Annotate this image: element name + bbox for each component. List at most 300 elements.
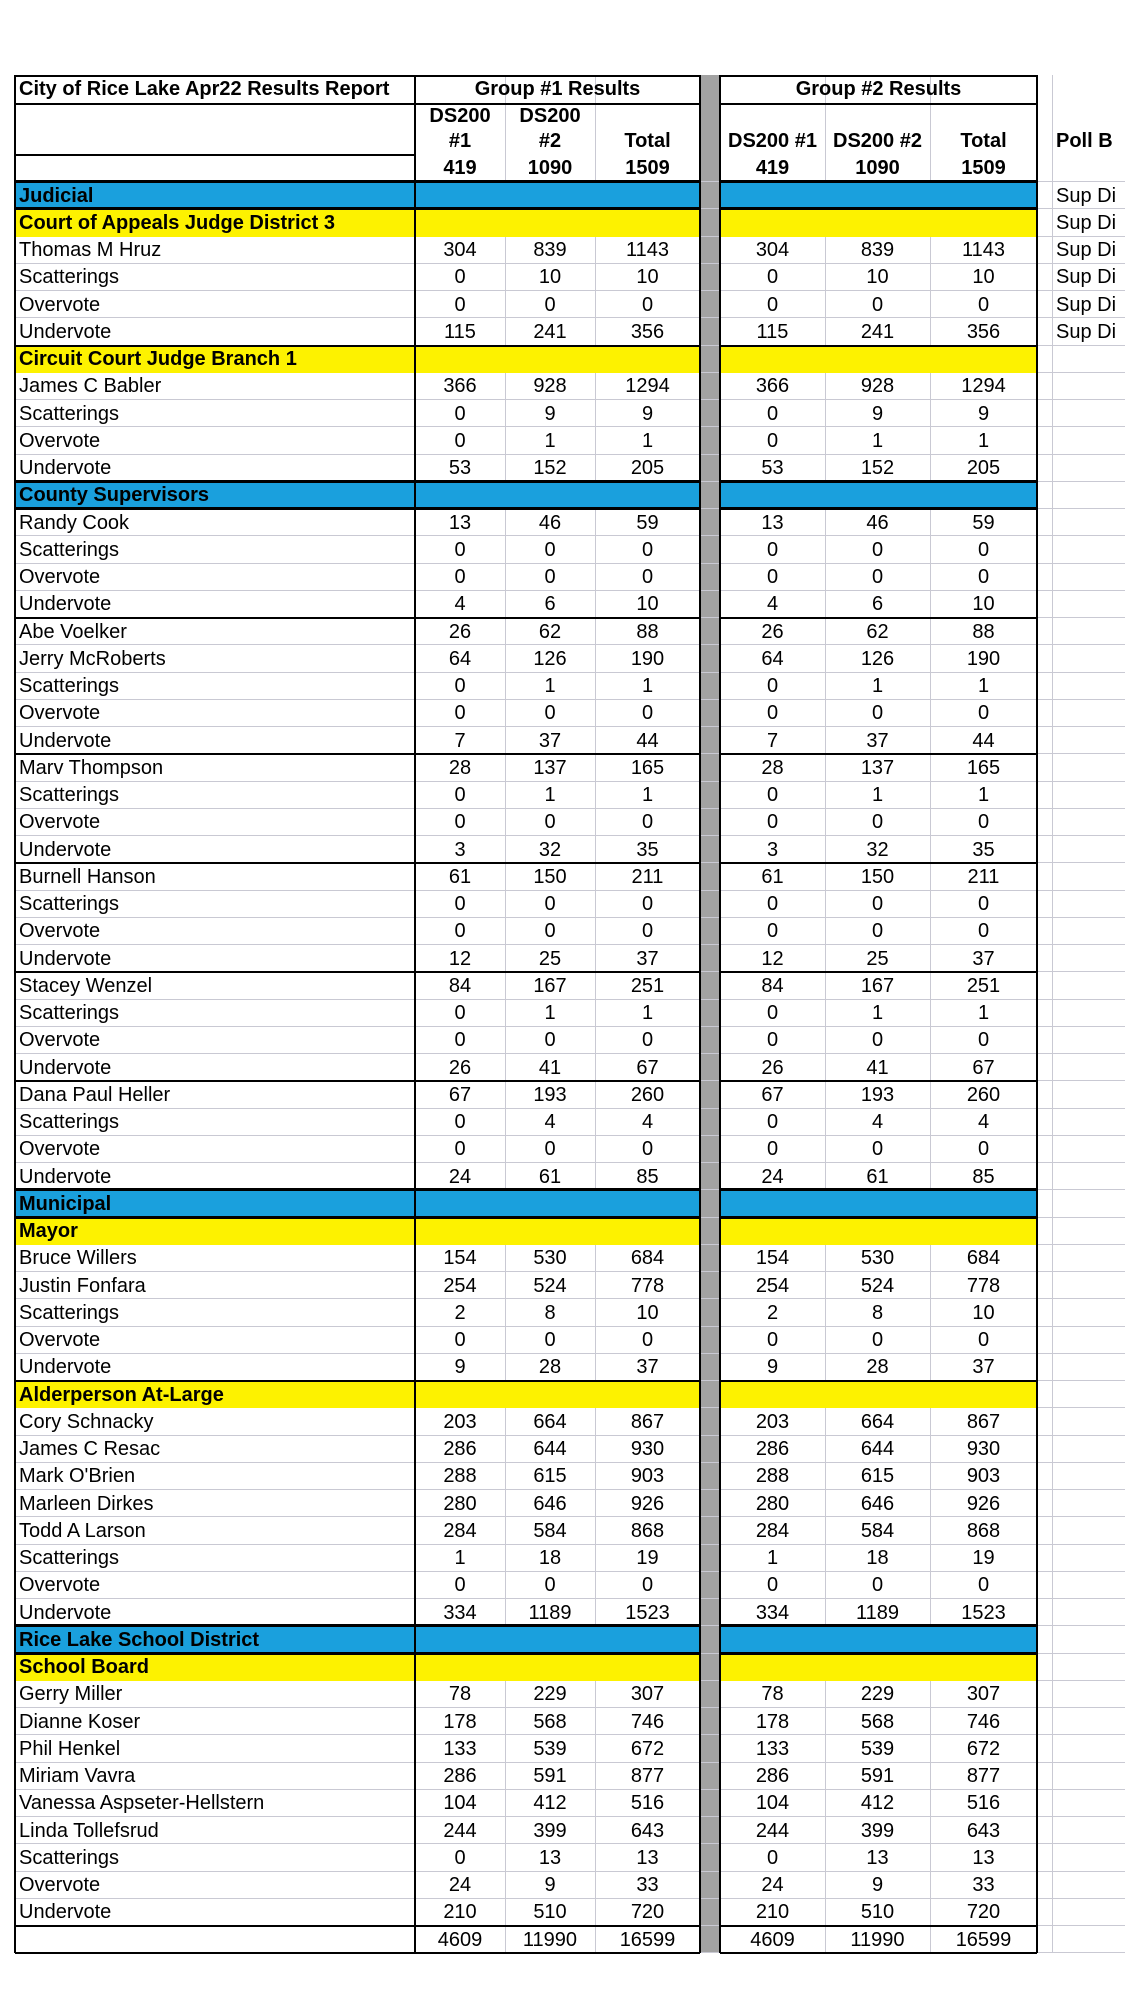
group2-total-value: 0 xyxy=(977,538,990,561)
border xyxy=(15,207,700,210)
row-label: Overvote xyxy=(19,566,101,589)
group1-ds200-2-value: 241 xyxy=(533,320,567,343)
group2-ds200-2-value: 1 xyxy=(871,429,884,452)
group2-total-value: 684 xyxy=(966,1247,1001,1270)
group1-ds200-1-value: 4609 xyxy=(437,1928,483,1951)
row-label: Abe Voelker xyxy=(19,620,127,643)
group1-total-value: 4 xyxy=(641,1111,654,1134)
group1-ds200-2-value: 62 xyxy=(538,620,562,643)
group1-ds200-2-value: 37 xyxy=(538,729,562,752)
group2-total-value: 930 xyxy=(966,1438,1001,1461)
group1-ds200-1-value: 0 xyxy=(454,1002,466,1025)
race-heading: Alderperson At-Large xyxy=(19,1383,224,1406)
group1-ds200-1-value: 2 xyxy=(454,1301,466,1324)
group2-ds200-2-value: 41 xyxy=(866,1056,889,1079)
group1-ds200-2-value: 0 xyxy=(544,1029,556,1052)
row-label: Dianne Koser xyxy=(19,1710,141,1733)
group1-ds200-2-value: 0 xyxy=(544,893,556,916)
group-separator xyxy=(700,75,720,1953)
border xyxy=(720,75,1037,77)
group1-total-value: 37 xyxy=(636,1356,659,1379)
group1-total-value: 205 xyxy=(630,457,665,480)
border xyxy=(720,1652,1037,1655)
group2-ds200-2-value: 1 xyxy=(871,1002,884,1025)
group1-total-value: 44 xyxy=(636,729,659,752)
group1-total-value: 1294 xyxy=(625,375,670,398)
group1-total-value: 1 xyxy=(641,675,654,698)
group1-ds200-1-value: 67 xyxy=(448,1083,472,1106)
col-g1-ds200-2-line2: #2 xyxy=(538,130,562,152)
section-band-right xyxy=(720,1626,1037,1653)
group1-ds200-1-value: 115 xyxy=(444,320,476,343)
group2-total-value: 260 xyxy=(966,1083,1001,1106)
race-heading: Circuit Court Judge Branch 1 xyxy=(19,348,297,371)
group1-ds200-1-value: 254 xyxy=(443,1274,477,1297)
border xyxy=(699,75,701,1953)
group2-total-value: 926 xyxy=(966,1492,1001,1515)
border xyxy=(15,1925,700,1927)
group1-total-value: 10 xyxy=(636,593,659,616)
group2-ds200-1-value: 104 xyxy=(755,1792,790,1815)
border xyxy=(15,753,700,755)
group2-ds200-2-value: 664 xyxy=(860,1410,895,1433)
group2-ds200-2-value: 46 xyxy=(866,511,889,534)
group2-total-value: 1 xyxy=(977,429,990,452)
row-label: Scatterings xyxy=(19,1547,120,1570)
group2-ds200-2-value: 152 xyxy=(860,457,895,480)
group1-ds200-1-value: 286 xyxy=(443,1438,477,1461)
group2-ds200-1-value: 3 xyxy=(766,838,779,861)
group1-ds200-1-value: 203 xyxy=(443,1410,477,1433)
group2-ds200-1-value: 2 xyxy=(766,1301,779,1324)
group2-ds200-2-value: 615 xyxy=(860,1465,895,1488)
col-g1-ds200-1-line2: #1 xyxy=(448,130,472,152)
group2-ds200-1-value: 286 xyxy=(755,1765,790,1788)
group2-total-value: 205 xyxy=(966,457,1001,480)
group1-ds200-2-value: 150 xyxy=(533,865,567,888)
border xyxy=(414,75,416,1953)
group2-ds200-1-value: 0 xyxy=(766,1846,779,1869)
group1-ds200-1-value: 0 xyxy=(454,402,466,425)
group1-ds200-1-value: 26 xyxy=(448,1056,472,1079)
group2-ds200-2-value: 510 xyxy=(860,1901,895,1924)
border xyxy=(15,1652,700,1655)
group2-ds200-1-value: 0 xyxy=(766,293,779,316)
group2-ds200-1-value: 0 xyxy=(766,538,779,561)
group2-total-value: 1143 xyxy=(961,239,1005,262)
group1-total-value: 1523 xyxy=(625,1601,670,1624)
group1-total-value: 867 xyxy=(630,1410,665,1433)
group1-total-value: 0 xyxy=(641,893,654,916)
group2-ds200-2-value: 9 xyxy=(871,402,884,425)
group1-total-value: 307 xyxy=(630,1683,665,1706)
group2-ds200-1-value: 84 xyxy=(761,974,784,997)
group1-ds200-1-value: 0 xyxy=(454,1029,466,1052)
group1-ds200-1-value: 286 xyxy=(443,1765,477,1788)
group2-total-value: 59 xyxy=(972,511,995,534)
group1-ds200-2-value: 229 xyxy=(533,1683,567,1706)
group2-ds200-1-value: 203 xyxy=(755,1410,790,1433)
group1-ds200-1-value: 304 xyxy=(443,239,477,262)
group1-ds200-2-value: 25 xyxy=(538,947,562,970)
border xyxy=(720,1380,1037,1382)
group2-total-value: 10 xyxy=(972,1301,995,1324)
group2-ds200-1-value: 1 xyxy=(766,1547,779,1570)
group2-ds200-1-value: 178 xyxy=(755,1710,790,1733)
section-heading: Municipal xyxy=(19,1192,112,1215)
group2-ds200-1-value: 154 xyxy=(755,1247,790,1270)
group1-total-value: 10 xyxy=(636,1301,659,1324)
row-label: Stacey Wenzel xyxy=(19,974,153,997)
group2-title: Group #2 Results xyxy=(795,78,962,100)
group2-total-value: 0 xyxy=(977,893,990,916)
section-band-right xyxy=(720,182,1037,209)
group1-total-value: 672 xyxy=(630,1737,665,1760)
border xyxy=(15,1216,700,1219)
group2-ds200-1-value: 210 xyxy=(755,1901,790,1924)
border xyxy=(720,207,1037,210)
group2-total-value: 0 xyxy=(977,1138,990,1161)
border xyxy=(15,507,700,510)
group1-ds200-1-value: 0 xyxy=(454,675,466,698)
group2-total-value: 0 xyxy=(977,1329,990,1352)
group1-total-value: 1 xyxy=(641,1002,654,1025)
group1-ds200-1-value: 53 xyxy=(448,457,472,480)
row-label: Phil Henkel xyxy=(19,1737,121,1760)
group1-total-value: 0 xyxy=(641,538,654,561)
poll-cell: Sup Di xyxy=(1056,239,1117,262)
group1-ds200-1-value: 0 xyxy=(454,702,466,725)
row-label: Jerry McRoberts xyxy=(19,647,166,670)
group1-ds200-1-value: 0 xyxy=(454,266,466,289)
group1-total-value: 516 xyxy=(630,1792,665,1815)
group1-ds200-1-value: 154 xyxy=(443,1247,477,1270)
group2-ds200-2-value: 62 xyxy=(866,620,889,643)
border xyxy=(15,617,700,619)
group2-total-value: 88 xyxy=(972,620,995,643)
group1-total-value: 0 xyxy=(641,702,654,725)
group1-ds200-2-value: 539 xyxy=(533,1737,567,1760)
group1-ds200-2-value: 1 xyxy=(544,429,556,452)
group1-ds200-2-value: 61 xyxy=(538,1165,562,1188)
group1-ds200-1-value: 288 xyxy=(443,1465,477,1488)
group1-ds200-1-value: 26 xyxy=(448,620,472,643)
group2-ds200-2-value: 399 xyxy=(860,1819,895,1842)
group2-ds200-2-value: 0 xyxy=(871,566,884,589)
group2-ds200-1-value: 0 xyxy=(766,429,779,452)
group1-total-value: 356 xyxy=(630,320,665,343)
group1-total-value: 684 xyxy=(630,1247,665,1270)
group2-ds200-2-value: 1189 xyxy=(855,1601,899,1624)
group2-total-value: 356 xyxy=(966,320,1001,343)
group2-total-value: 19 xyxy=(972,1547,995,1570)
group1-total-value: 0 xyxy=(641,1329,654,1352)
group2-ds200-2-value: 1 xyxy=(871,784,884,807)
border xyxy=(720,480,1037,483)
border xyxy=(415,103,700,105)
group1-ds200-2-value: 0 xyxy=(544,1138,556,1161)
group2-total-value: 37 xyxy=(972,1356,995,1379)
group1-ds200-2-value: 568 xyxy=(533,1710,567,1733)
section-heading: County Supervisors xyxy=(19,484,210,507)
border xyxy=(720,1216,1037,1219)
border xyxy=(15,180,700,183)
group2-ds200-2-value: 6 xyxy=(871,593,884,616)
border xyxy=(15,1952,700,1954)
poll-cell: Sup Di xyxy=(1056,320,1117,343)
group2-ds200-2-value: 9 xyxy=(871,1874,884,1897)
group1-ds200-1-value: 178 xyxy=(443,1710,477,1733)
group1-ds200-2-value: 167 xyxy=(533,974,567,997)
row-label: Scatterings xyxy=(19,1301,120,1324)
group1-ds200-1-value: 280 xyxy=(443,1492,477,1515)
border xyxy=(720,617,1037,619)
border xyxy=(15,480,700,483)
poll-cell: Sup Di xyxy=(1056,293,1117,316)
group1-ds200-1-value: 24 xyxy=(448,1165,472,1188)
col-g2-ds200-1: DS200 #1 xyxy=(728,130,817,152)
section-band-right xyxy=(720,482,1037,509)
row-label: Overvote xyxy=(19,429,101,452)
race-heading: Court of Appeals Judge District 3 xyxy=(19,211,335,234)
group2-ds200-1-value: 366 xyxy=(755,375,790,398)
border xyxy=(15,154,415,156)
group1-ds200-2-value: 193 xyxy=(533,1083,567,1106)
group2-ds200-1-value: 4609 xyxy=(750,1928,795,1951)
row-label: Undervote xyxy=(19,729,112,752)
group2-ds200-2-value: 0 xyxy=(871,293,884,316)
group1-ds200-2-value: 10 xyxy=(538,266,562,289)
group1-ds200-2-value: 18 xyxy=(538,1547,562,1570)
border xyxy=(1036,75,1038,1953)
group2-ds200-1-value: 0 xyxy=(766,893,779,916)
group2-total-value: 0 xyxy=(977,920,990,943)
ballots-g2-ds200-1: 419 xyxy=(755,157,790,179)
race-band-right xyxy=(720,209,1037,236)
group2-total-value: 0 xyxy=(977,566,990,589)
group2-ds200-1-value: 0 xyxy=(766,566,779,589)
group1-ds200-2-value: 13 xyxy=(538,1846,562,1869)
group2-ds200-1-value: 26 xyxy=(761,1056,784,1079)
group2-ds200-2-value: 8 xyxy=(871,1301,884,1324)
group2-ds200-2-value: 18 xyxy=(866,1547,889,1570)
group1-ds200-1-value: 0 xyxy=(454,1574,466,1597)
row-label: Linda Tollefsrud xyxy=(19,1819,159,1842)
group1-ds200-1-value: 0 xyxy=(454,429,466,452)
row-label: Undervote xyxy=(19,1165,112,1188)
group2-ds200-1-value: 254 xyxy=(755,1274,790,1297)
row-label: Overvote xyxy=(19,1029,101,1052)
row-label: Undervote xyxy=(19,593,112,616)
group2-ds200-1-value: 0 xyxy=(766,1029,779,1052)
row-label: Overvote xyxy=(19,1329,101,1352)
group1-total-value: 1 xyxy=(641,429,654,452)
group2-ds200-2-value: 0 xyxy=(871,1138,884,1161)
group1-ds200-1-value: 0 xyxy=(454,538,466,561)
race-heading: Mayor xyxy=(19,1220,78,1243)
row-label: Overvote xyxy=(19,811,101,834)
row-label: Todd A Larson xyxy=(19,1519,146,1542)
row-label: Thomas M Hruz xyxy=(19,239,162,262)
group1-ds200-2-value: 1 xyxy=(544,784,556,807)
group2-ds200-2-value: 28 xyxy=(866,1356,889,1379)
group1-ds200-1-value: 0 xyxy=(454,1111,466,1134)
group2-ds200-2-value: 1 xyxy=(871,675,884,698)
col-g1-ds200-1-line1: DS200 xyxy=(429,104,491,127)
group2-ds200-2-value: 0 xyxy=(871,538,884,561)
group1-ds200-1-value: 7 xyxy=(454,729,466,752)
group1-ds200-2-value: 0 xyxy=(544,702,556,725)
border xyxy=(720,1624,1037,1627)
group2-ds200-2-value: 0 xyxy=(871,1329,884,1352)
group2-ds200-2-value: 137 xyxy=(860,756,895,779)
group1-ds200-1-value: 0 xyxy=(454,784,466,807)
group1-ds200-1-value: 133 xyxy=(443,1737,477,1760)
group1-ds200-2-value: 0 xyxy=(544,920,556,943)
row-label: Scatterings xyxy=(19,1846,120,1869)
group2-total-value: 720 xyxy=(966,1901,1001,1924)
group1-ds200-2-value: 646 xyxy=(533,1492,567,1515)
group2-ds200-1-value: 0 xyxy=(766,675,779,698)
group2-ds200-2-value: 61 xyxy=(866,1165,889,1188)
group1-total-value: 211 xyxy=(631,865,664,888)
group1-ds200-2-value: 510 xyxy=(533,1901,567,1924)
group2-ds200-1-value: 0 xyxy=(766,1138,779,1161)
group2-ds200-1-value: 0 xyxy=(766,266,779,289)
group1-total-value: 190 xyxy=(630,647,665,670)
row-label: Overvote xyxy=(19,1138,101,1161)
group1-ds200-2-value: 644 xyxy=(533,1438,567,1461)
group1-total-value: 33 xyxy=(636,1874,659,1897)
group2-total-value: 251 xyxy=(966,974,1001,997)
border xyxy=(15,862,700,864)
group2-ds200-1-value: 115 xyxy=(756,320,789,343)
race-band-right xyxy=(720,1654,1037,1681)
border xyxy=(719,75,721,1953)
group2-ds200-2-value: 644 xyxy=(860,1438,895,1461)
poll-cell: Sup Di xyxy=(1056,266,1117,289)
group1-ds200-1-value: 24 xyxy=(448,1874,472,1897)
group2-ds200-1-value: 0 xyxy=(766,1111,779,1134)
group2-total-value: 190 xyxy=(966,647,1001,670)
group1-ds200-2-value: 9 xyxy=(544,1874,556,1897)
group1-total-value: 930 xyxy=(630,1438,665,1461)
group1-total-value: 0 xyxy=(641,1574,654,1597)
group2-ds200-2-value: 167 xyxy=(860,974,895,997)
group2-ds200-2-value: 0 xyxy=(871,920,884,943)
group2-total-value: 35 xyxy=(972,838,995,861)
row-label: Undervote xyxy=(19,838,112,861)
group2-ds200-1-value: 13 xyxy=(761,511,784,534)
group1-ds200-1-value: 334 xyxy=(443,1601,477,1624)
group2-ds200-2-value: 4 xyxy=(871,1111,884,1134)
group2-ds200-1-value: 334 xyxy=(755,1601,790,1624)
group2-total-value: 10 xyxy=(972,593,995,616)
group1-ds200-1-value: 78 xyxy=(448,1683,472,1706)
group1-ds200-1-value: 64 xyxy=(448,647,472,670)
group2-ds200-2-value: 0 xyxy=(871,1029,884,1052)
group2-ds200-2-value: 412 xyxy=(860,1792,895,1815)
ballots-g1-ds200-2: 1090 xyxy=(527,157,573,179)
group1-title: Group #1 Results xyxy=(474,78,641,100)
group2-total-value: 0 xyxy=(977,811,990,834)
row-label: Undervote xyxy=(19,1901,112,1924)
group2-ds200-1-value: 0 xyxy=(766,402,779,425)
group2-total-value: 1 xyxy=(977,784,990,807)
group1-ds200-2-value: 126 xyxy=(533,647,567,670)
section-heading: Rice Lake School District xyxy=(19,1628,260,1651)
group2-ds200-1-value: 7 xyxy=(766,729,779,752)
group2-ds200-1-value: 24 xyxy=(761,1874,784,1897)
group1-ds200-1-value: 0 xyxy=(454,293,466,316)
group1-ds200-1-value: 0 xyxy=(454,920,466,943)
group1-ds200-1-value: 210 xyxy=(443,1901,477,1924)
group1-ds200-1-value: 4 xyxy=(454,593,466,616)
group1-ds200-2-value: 1 xyxy=(544,675,556,698)
row-label: Undervote xyxy=(19,1056,112,1079)
group1-ds200-1-value: 0 xyxy=(454,1138,466,1161)
group2-ds200-1-value: 0 xyxy=(766,1329,779,1352)
group2-total-value: 16599 xyxy=(955,1928,1012,1951)
group1-ds200-2-value: 6 xyxy=(544,593,556,616)
group2-ds200-1-value: 0 xyxy=(766,811,779,834)
group1-total-value: 1143 xyxy=(625,239,669,262)
border xyxy=(15,1188,700,1191)
group1-ds200-1-value: 84 xyxy=(448,974,472,997)
ballots-g2-ds200-2: 1090 xyxy=(855,157,900,179)
border xyxy=(15,345,700,347)
group1-ds200-2-value: 8 xyxy=(544,1301,556,1324)
group2-total-value: 1294 xyxy=(961,375,1006,398)
group1-ds200-2-value: 412 xyxy=(533,1792,567,1815)
row-label: Undervote xyxy=(19,320,112,343)
group2-ds200-2-value: 193 xyxy=(860,1083,895,1106)
row-label: Undervote xyxy=(19,1356,112,1379)
group2-total-value: 1 xyxy=(977,675,990,698)
group1-total-value: 1 xyxy=(641,784,654,807)
row-label: Scatterings xyxy=(19,266,120,289)
group2-total-value: 0 xyxy=(977,1574,990,1597)
group2-ds200-2-value: 539 xyxy=(860,1737,895,1760)
group1-ds200-2-value: 9 xyxy=(544,402,556,425)
group1-total-value: 85 xyxy=(636,1165,659,1188)
group1-ds200-1-value: 28 xyxy=(448,756,472,779)
group2-total-value: 516 xyxy=(966,1792,1001,1815)
group1-ds200-2-value: 41 xyxy=(538,1056,562,1079)
border xyxy=(15,1624,700,1627)
group1-ds200-2-value: 4 xyxy=(544,1111,556,1134)
row-label: Miriam Vavra xyxy=(19,1765,136,1788)
poll-cell: Sup Di xyxy=(1056,211,1117,234)
group2-ds200-2-value: 0 xyxy=(871,811,884,834)
border xyxy=(14,75,16,1953)
group2-total-value: 672 xyxy=(966,1737,1001,1760)
border xyxy=(720,1188,1037,1191)
border xyxy=(720,1925,1037,1927)
group1-ds200-2-value: 928 xyxy=(533,375,567,398)
group1-ds200-2-value: 615 xyxy=(533,1465,567,1488)
group1-ds200-2-value: 0 xyxy=(544,1574,556,1597)
group1-ds200-2-value: 0 xyxy=(544,293,556,316)
row-label: Overvote xyxy=(19,702,101,725)
group1-total-value: 35 xyxy=(636,838,659,861)
group1-ds200-1-value: 244 xyxy=(443,1819,477,1842)
row-label: Marv Thompson xyxy=(19,756,164,779)
row-label: Randy Cook xyxy=(19,511,130,534)
group2-ds200-2-value: 32 xyxy=(866,838,889,861)
group1-ds200-1-value: 3 xyxy=(454,838,466,861)
group2-ds200-1-value: 0 xyxy=(766,1002,779,1025)
